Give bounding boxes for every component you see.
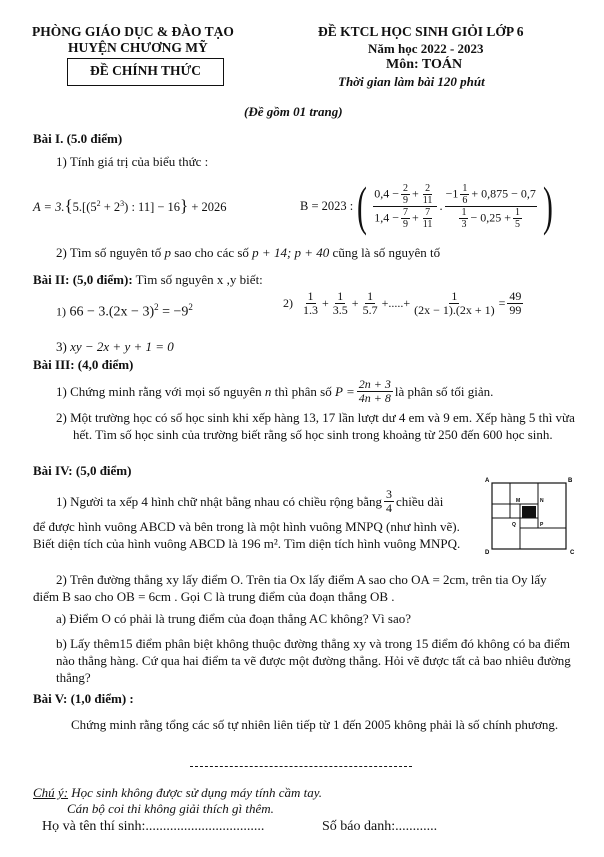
bai4-q2b: b) Lấy thêm15 điểm phân biệt không thuộc đường thẳng xy và trong 15 điểm đó không có ba điểm nào thẳng hàng. Cứ qua hai điểm ta vẽ được một đường thẳng. Hỏi vẽ được tất cả bao nhiêu đường thẳng? — [56, 636, 571, 685]
bai4-title: Bài IV: (5,0 điểm) — [33, 463, 132, 478]
label-m: M — [516, 498, 521, 504]
expr-b-frac2: −1 $\frac{1}{6}$ + 0,875 − 0,7 $\frac{1}{3}$ − 0,25 + $\frac{1}{5}$ — [445, 182, 536, 230]
district-name: HUYỆN CHƯƠNG MỸ — [68, 40, 208, 55]
bai3-q2: 2) Một trường học có số học sinh khi xếp hàng 13, 17 lần lượt dư 4 em và 9 em. Xếp hàng 5 thì vừa hết. Tìm số học sinh của trường biết rằng số học sinh trong khoảng từ 250 đến 600 học sinh. — [56, 410, 575, 442]
name-field: Họ và tên thí sinh:.................................. — [42, 819, 265, 834]
duration: Thời gian làm bài 120 phút — [338, 74, 485, 89]
school-year: Năm học 2022 - 2023 — [368, 41, 484, 56]
bai2-eq2: 2) $\frac{1}{1.3}$ + $\frac{1}{3.5}$ + $\frac{1}{5.7}$ +.....+ $\frac{1}{(2x - 1).(2x + 1)}$ = $\frac{49}{99}$ — [283, 289, 522, 317]
dept-name: PHÒNG GIÁO DỤC & ĐÀO TẠO — [32, 24, 234, 39]
bai4-q2a: a) Điểm O có phải là trung điểm của đoạn thẳng AC không? Vì sao? — [56, 611, 412, 626]
expr-b: B = 2023 : ( 0,4 − $\frac{2}{9}$ + $\frac{2}{11}$ 1,4 − $\frac{7}{9}$ + $\frac{7}{11}$ . −1 $\frac{1}{6}$ + 0,875 − 0,7 $\frac{1}{3}$ − 0,25 + $\frac{1}{5}$ ) — [300, 176, 553, 236]
sbd-field: Số báo danh:............ — [322, 819, 438, 834]
label-p: P — [540, 522, 544, 528]
bai3-title: Bài III: (4,0 điểm) — [33, 357, 134, 372]
bai4-q1-line1: 1) Người ta xếp 4 hình chữ nhật bằng nhau có chiều rộng bằng $\frac{3}{4}$ chiều dài — [56, 487, 444, 515]
subject: Môn: TOÁN — [386, 57, 463, 72]
square-mnpq — [522, 506, 536, 518]
official-label: ĐỀ CHÍNH THỨC — [90, 63, 202, 78]
bai2-eq1: 1) $66 - 3.(2x - 3)^2 = -9^2$ — [56, 302, 193, 320]
label-d: D — [485, 550, 490, 556]
footer-note: Chú ý: Học sinh không được sử dụng máy tính cầm tay. — [33, 785, 323, 800]
bai1-q1: 1) Tính giá trị của biểu thức : — [56, 154, 209, 169]
label-q: Q — [512, 522, 516, 528]
label-c: C — [570, 550, 575, 556]
separator-line — [190, 766, 412, 767]
bai4-q2: 2) Trên đường thẳng xy lấy điểm O. Trên tia Ox lấy điểm A sao cho OA = 2cm, trên tia Oy lấy điểm B sao cho OB = 6cm . Gọi C là trung điểm của đoạn thẳng OB . — [33, 572, 547, 604]
bai1-q2: 2) Tìm số nguyên tố p sao cho các số p + 14; p + 40 cũng là số nguyên tố — [56, 245, 441, 260]
bai3-q1: 1) Chứng minh rằng với mọi số nguyên n thì phân số P = $\frac{2n + 3}{4n + 8}$ là phân số tối giản. — [56, 377, 494, 405]
page-count: (Đề gồm 01 trang) — [244, 104, 343, 119]
bai2-eq3: 3) xy − 2x + y + 1 = 0 — [56, 339, 174, 354]
square-figure — [482, 474, 578, 556]
bai4-q1-text: để được hình vuông ABCD và bên trong là một hình vuông MNPQ (như hình vẽ). Biết diện tích của hình vuông ABCD là 196 m². Tìm diện tích hình vuông MNPQ. — [33, 519, 461, 551]
bai5-title: Bài V: (1,0 điểm) : — [33, 691, 134, 706]
exam-title: ĐỀ KTCL HỌC SINH GIỎI LỚP 6 — [318, 24, 524, 39]
bai2-title: Bài II: (5,0 điểm): Tìm số nguyên x ,y biết: — [33, 272, 263, 287]
expr-b-frac1: 0,4 − $\frac{2}{9}$ + $\frac{2}{11}$ 1,4 − $\frac{7}{9}$ + $\frac{7}{11}$ — [373, 183, 437, 230]
label-b: B — [568, 478, 573, 484]
label-a: A — [485, 478, 490, 484]
label-n: N — [540, 498, 544, 504]
footer-note2: Cán bộ coi thi không giải thích gì thêm. — [67, 801, 274, 816]
expr-a: $A = 3.\{5.[(5^2 + 2^3)$ : 11] − 16} + 2026 — [33, 196, 227, 215]
bai5-text: Chứng minh rằng tổng các số tự nhiên liên tiếp từ 1 đến 2005 không phải là số chính phương. — [71, 717, 559, 732]
bai1-title: Bài I. (5.0 điểm) — [33, 131, 123, 146]
